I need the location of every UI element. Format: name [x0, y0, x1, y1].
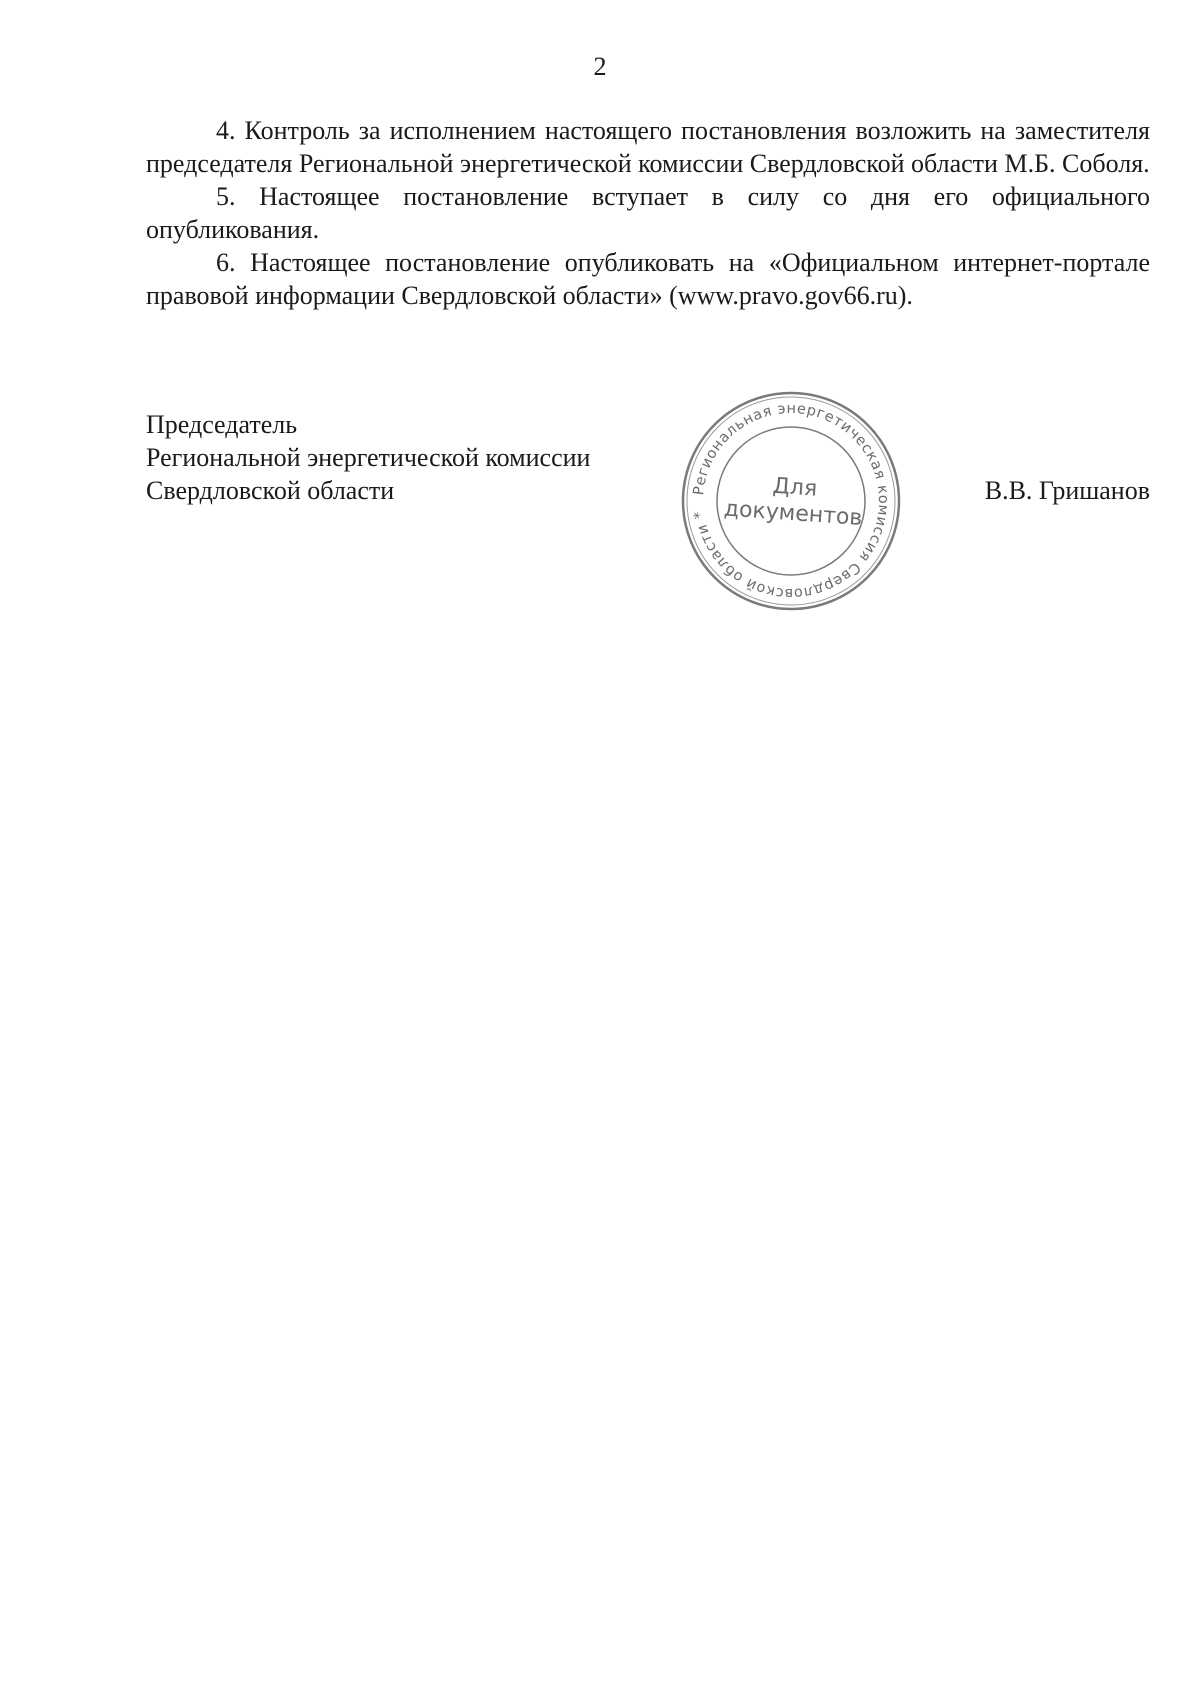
paragraph-4: 4. Контроль за исполнением настоящего постановления возложить на заместителя председателя Региональной энергетической комиссии Свердловской области М.Б. Соболя. [146, 116, 1150, 178]
position-line-2: Региональной энергетической комиссии [146, 443, 591, 472]
stamp-center-line-1: Для [771, 473, 818, 502]
document-body [146, 114, 1150, 312]
signatory-position [146, 408, 590, 507]
stamp-center-line-2: документов [723, 496, 864, 531]
position-line-3: Свердловской области [146, 476, 395, 505]
stamp-ring-text: Региональная энергетическая комиссия Свердловской области * [691, 400, 892, 602]
paragraph-5: 5. Настоящее постановление вступает в силу со дня его официального опубликования. [146, 182, 1150, 244]
paragraph-6: 6. Настоящее постановление опубликовать на «Официальном интернет-портале правовой информации Свердловской области» (www.pravo.gov66.ru). [146, 248, 1150, 310]
page-number: 2 [593, 52, 607, 81]
stamp-seal-icon [676, 386, 906, 616]
signatory-name: В.В. Гришанов [984, 476, 1150, 505]
official-stamp [676, 386, 906, 616]
position-line-1: Председатель [146, 410, 298, 439]
